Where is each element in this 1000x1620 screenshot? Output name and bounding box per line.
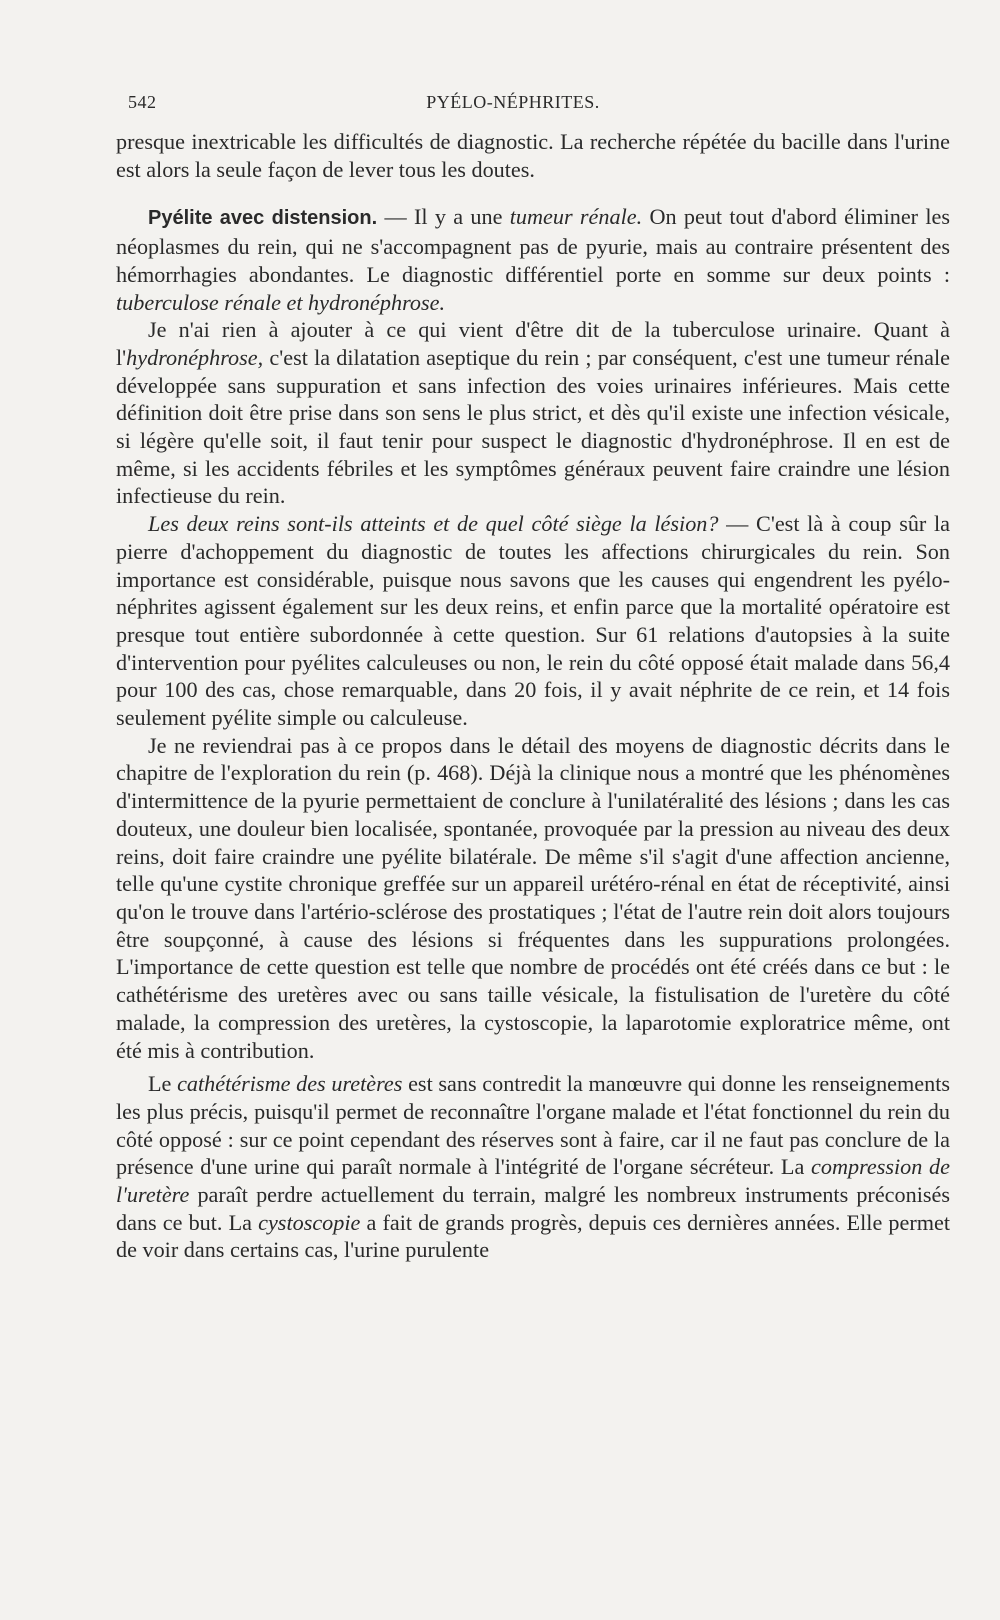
italic-run: tuberculose rénale et hydronéphrose. [116, 289, 446, 315]
text-run: Le [148, 1071, 178, 1097]
italic-run: compression de l'uretère [116, 1154, 950, 1208]
text-run: a fait de grands progrès, depuis ces dernières années. Elle permet de voir dans certains cas, l'urine purulente [116, 1209, 950, 1263]
text-run: c'est la dilatation aseptique du rein ; par conséquent, c'est une tumeur rénale développée sans suppuration et sans infection des voies urinaires inférieures. Mais cette définition doit être prise dans son sens le plus strict, et dès qu'il existe une infection vésicale, si légère qu'elle soit, il faut tenir pour suspect le diagnostic d'hydronéphrose. Il en est de même, si les accidents fébriles et les symptômes généraux peuvent faire craindre une lésion infectieuse du rein. [116, 344, 950, 509]
text-run: Je n'ai rien à ajouter à ce qui vient d'être dit de la tuberculose urinaire. Quant à l' [116, 317, 950, 370]
paragraph-continuation: presque inextricable les difficultés de diagnostic. La recherche répétée du bacille dans l'urine est alors la seule façon de lever tous les doutes. [116, 129, 950, 182]
paragraph-diagnostic-moyens: Je ne reviendrai pas à ce propos dans le détail des moyens de diagnostic décrits dans le chapitre de l'exploration du rein (p. 468). Déjà la clinique nous a montré que les phénomènes d'intermittence de la pyurie permettaient de conclure à l'unilatéralité des lésions ; dans les cas douteux, une douleur bien localisée, spontanée, provoquée par la pression au niveau des deux reins, doit faire craindre une pyélite bilatérale. De même s'il s'agit d'une affection ancienne, telle qu'une cystite chronique greffée sur un appareil urétéro-rénal en état de réceptivité, ainsi qu'on le trouve dans l'artério-sclérose des prostatiques ; l'état de l'autre rein doit alors toujours être soupçonné, à cause des lésions si fréquentes dans les suppurations prolongées. L'importance de cette question est telle que nombre de procédés ont été créés dans ce but : le cathétérisme des uretères avec ou sans taille vésicale, la fistulisation de l'uretère du côté malade, la compression des uretères, la cystoscopie, la laparotomie exploratrice même, ont été mis à contribution. [116, 732, 950, 1063]
text-run: — Il y a une [377, 204, 510, 230]
running-header [128, 92, 948, 120]
text-run: On peut tout d'abord éliminer les néoplasmes du rein, qui ne s'accompagnent pas de pyurie, mais au contraire présentent des hémorrhagies abondantes. Le diagnostic différentiel porte en somme sur deux points : [116, 204, 951, 287]
paragraph-hydronephrose [116, 316, 950, 510]
paragraph-pyelite-distension [116, 203, 950, 316]
text-run: — C'est là à coup sûr la pierre d'achoppement du diagnostic de toutes les affections chirurgicales du rein. Son importance est considérable, puisque nous savons que les causes qui engendrent les pyélo-néphrites agissent également sur les deux reins, et enfin parce que la mortalité opératoire est presque tout entière subordonnée à cette question. Sur 61 relations d'autopsies à la suite d'intervention pour pyélites calculeuses ou non, le rein du côté opposé était malade dans 56,4 pour 100 des cas, chose remarquable, dans 20 fois, il y avait néphrite de ce rein, et 14 fois seulement pyélite simple ou calculeuse. [116, 511, 951, 731]
running-title: PYÉLO-NÉPHRITES. [426, 92, 600, 112]
paragraph-deux-reins [116, 510, 950, 732]
paragraph-catheterisme [116, 1070, 950, 1264]
italic-run: cathétérisme des uretères [177, 1071, 403, 1097]
italic-run: tumeur rénale. [509, 204, 643, 230]
section-heading: Pyélite avec distension. [148, 207, 378, 230]
page-number: 542 [128, 92, 157, 112]
section-gap [116, 183, 950, 203]
italic-question: Les deux reins sont-ils atteints et de quel côté siège la lésion? [148, 511, 719, 537]
page-body [116, 128, 950, 1264]
text-run: paraît perdre actuellement du terrain, malgré les nombreux instruments préconisés dans ce but. La [116, 1182, 950, 1235]
text-run: est sans contredit la manœuvre qui donne les renseignements les plus précis, puisqu'il permet de reconnaître l'organe malade et l'état fonctionnel du rein du côté opposé : sur ce point cependant des réserves sont à faire, car il ne faut pas conclure de la présence d'une urine qui paraît normale à l'intégrité de l'organe sécréteur. La [116, 1071, 951, 1180]
italic-run: cystoscopie [258, 1209, 361, 1235]
italic-run: hydronéphrose, [126, 344, 264, 370]
